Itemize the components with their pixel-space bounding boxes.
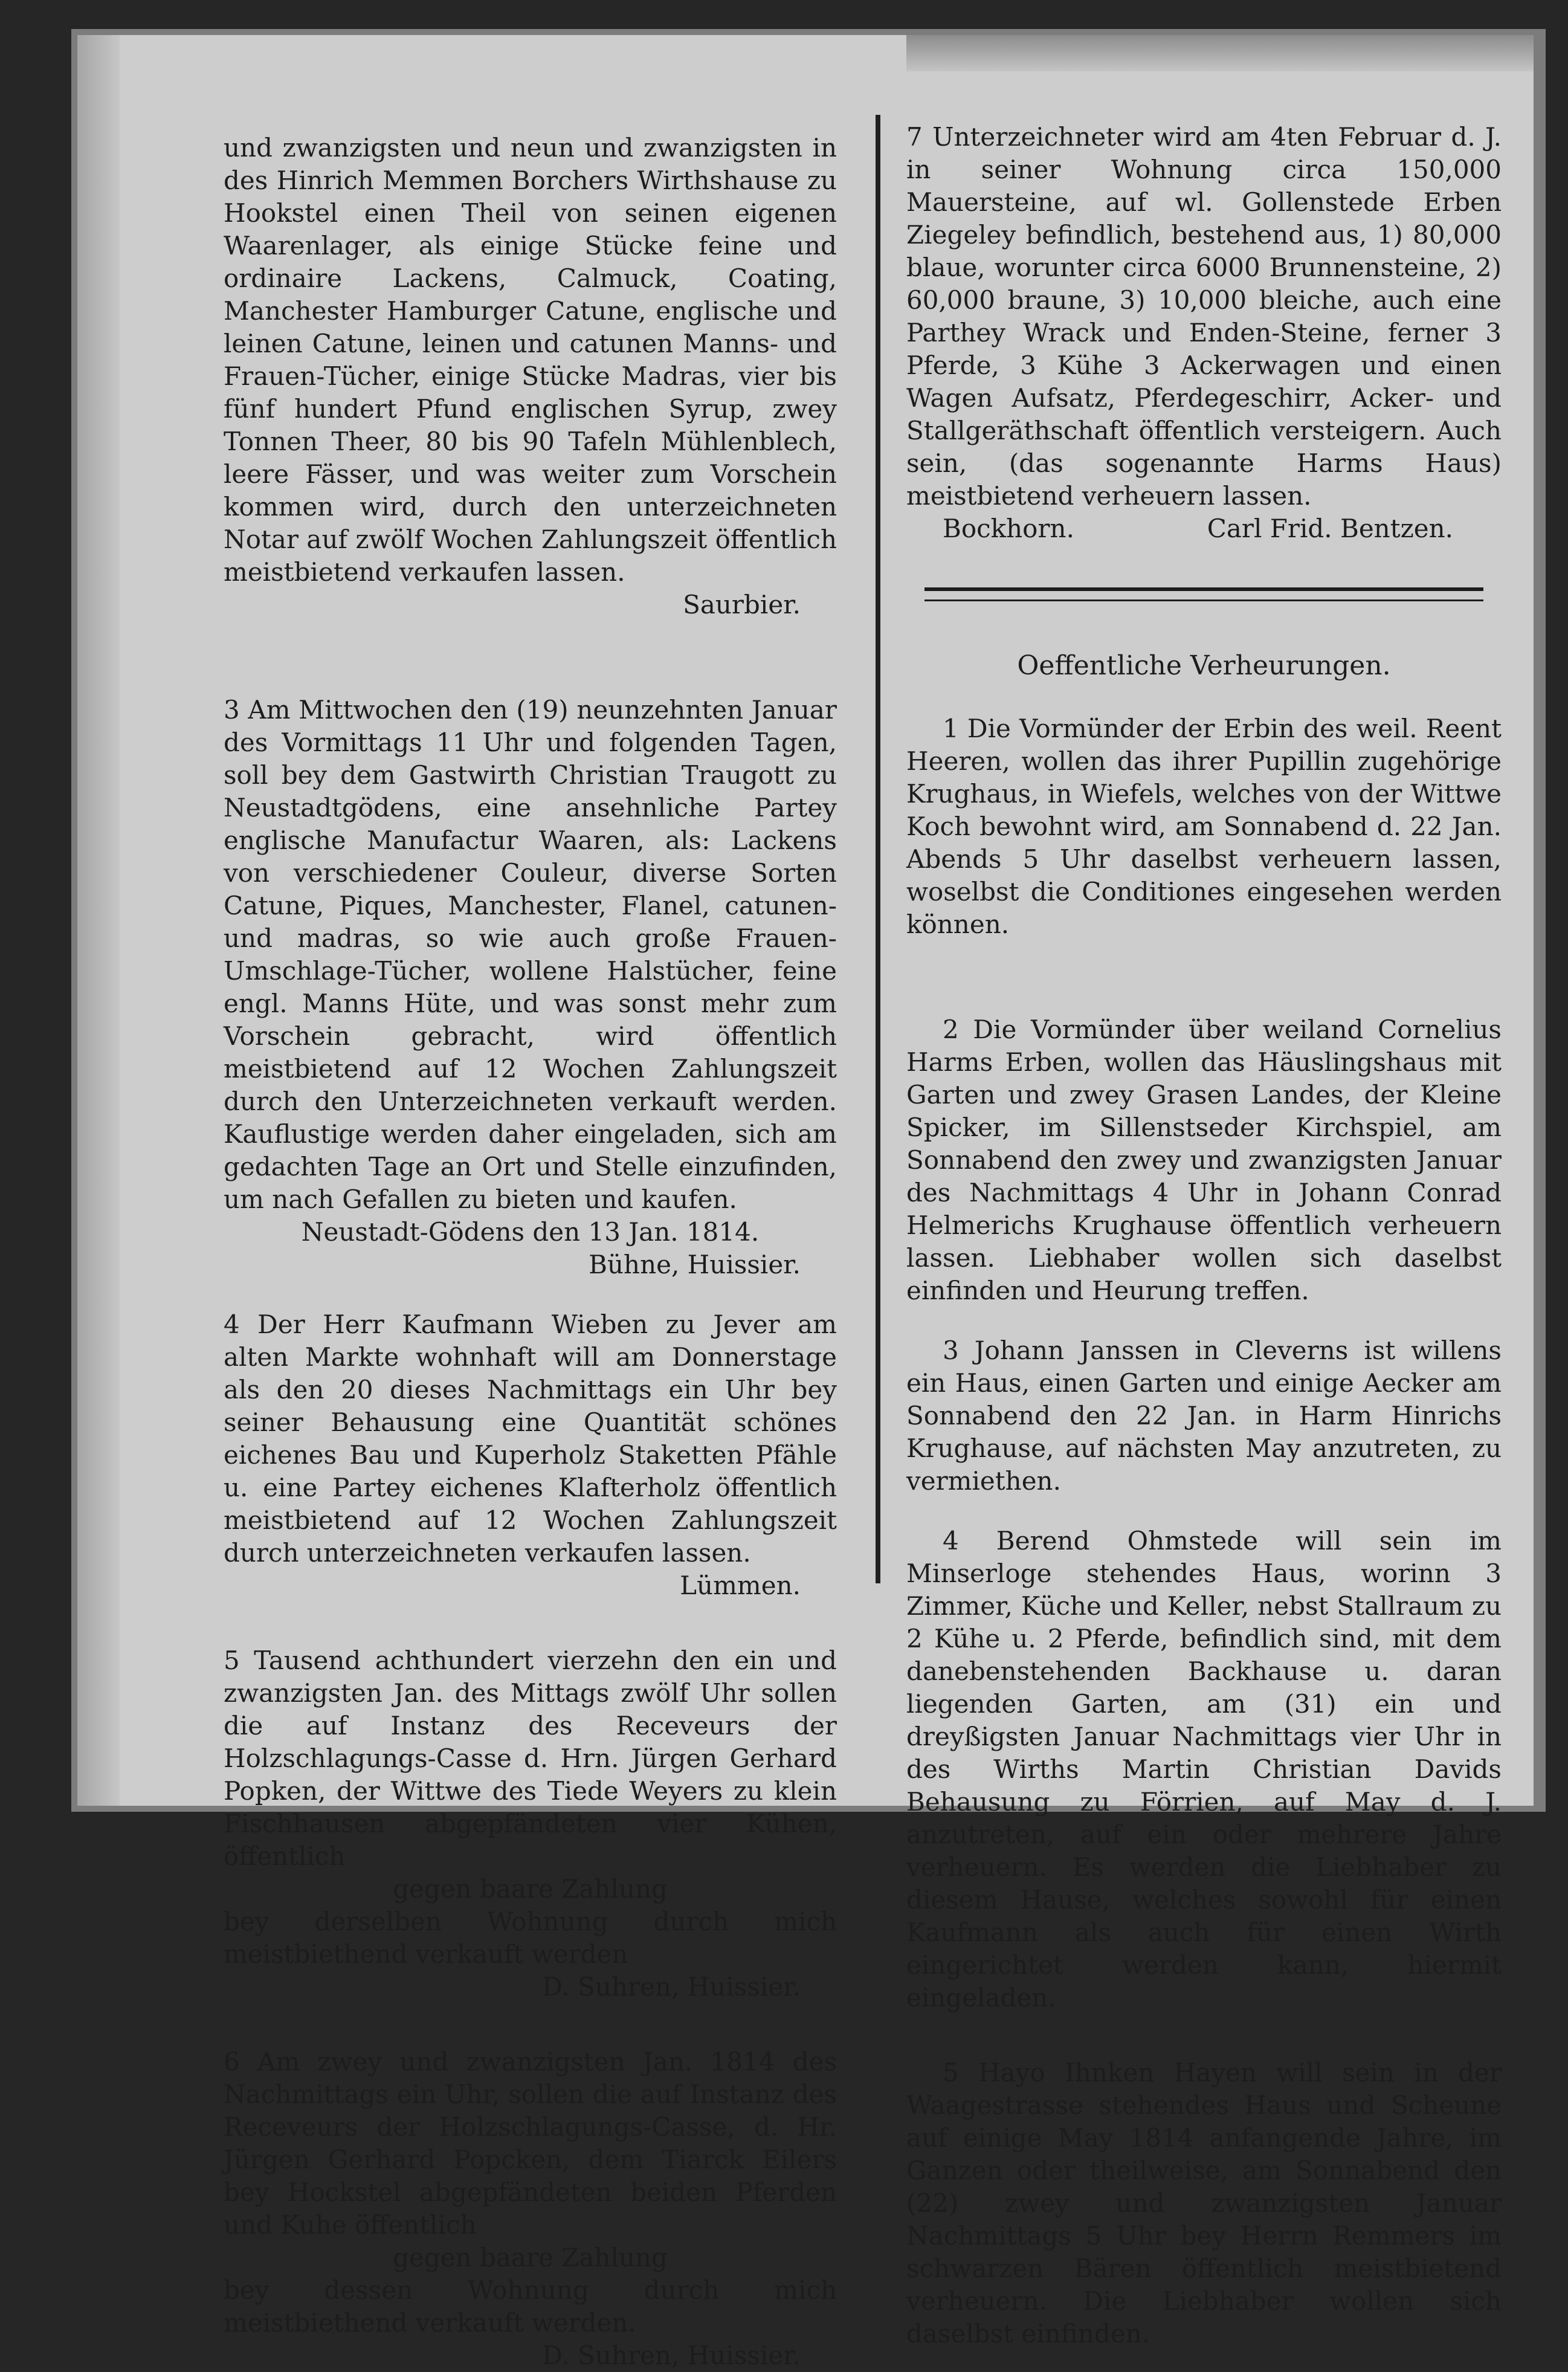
- rental-notice-3: 3 Johann Janssen in Cleverns ist willens ein Haus, einen Garten und einige Aecker am Sonnabend den 22 Jan. in Harm Hinrichs Krughause, auf nächsten May anzutreten, zu vermiethen.: [906, 1336, 1502, 1496]
- notice-payment: gegen baare Zahlung: [393, 2243, 668, 2272]
- notice-text: 3 Am Mittwochen den (19) neunzehnten Januar des Vormittags 11 Uhr und folgenden Tagen, soll bey dem Gastwirth Christian Traugott zu Neustadtgödens, eine ansehnliche Partey englische Manufactur Waaren, als: Lackens von verschiedener Couleur, diverse Sorten Catune, Piques, Manchester, Flanel, catunen- und madras, so wie auch große Frauen-Umschlage-Tücher, wollene Halstücher, feine engl. Manns Hüte, und was sonst mehr zum Vorschein gebracht, wird öffentlich meistbietend auf 12 Wochen Zahlungszeit durch den Unterzeichneten verkauft werden. Kauflustige werden daher eingeladen, sich am gedachten Tage an Ort und Stelle einzufinden, um nach Gefallen zu bieten und kaufen.: [224, 695, 837, 1214]
- notice-text: 4 Der Herr Kaufmann Wieben zu Jever am alten Markte wohnhaft will am Donnerstage als den 20 dieses Nachmittags ein Uhr bey seiner Behausung eine Quantität schönes eichenes Bau und Kuperholz Staketten Pfähle u. eine Partey eichenes Klafterholz öffentlich meistbietend auf 12 Wochen Zahlungszeit durch unterzeichneten verkaufen lassen.: [224, 1310, 837, 1568]
- notice-text-continued: bey derselben Wohnung durch mich meistbiethend verkauft werden: [224, 1907, 837, 1969]
- page-spine: [77, 35, 120, 1806]
- rental-notice-4: 4 Berend Ohmstede will sein im Minserloge stehendes Haus, worinn 3 Zimmer, Küche und Keller, nebst Stallraum zu 2 Kühe u. 2 Pferde, befindlich sind, mit dem danebenstehenden Backhause u. daran liegenden Garten, am (31) ein und dreyßigsten Januar Nachmittags vier Uhr in des Wirths Martin Christian Davids Behausung zu Förrien, auf May d. J. anzutreten, auf ein oder mehrere Jahre verheuern. Es werden die Liebhaber zu diesem Hause, welches sowohl für einen Kaufmann als auch für einen Wirth eingerichtet werden kann, hiermit eingeladen.: [906, 1526, 1502, 2012]
- notice-text: 5 Tausend achthundert vierzehn den ein und zwanzigsten Jan. des Mittags zwölf Uhr sollen die auf Instanz des Receveurs der Holzschlagungs-Casse d. Hrn. Jürgen Gerhard Popken, der Wittwe des Tiede Weyers zu klein Fischhausen abgepfändeten vier Kühen, öffentlich: [224, 1646, 837, 1871]
- section-rule: [924, 587, 1483, 601]
- notice-text: und zwanzigsten und neun und zwanzigsten in des Hinrich Memmen Borchers Wirthshause zu Hookstel einen Theil von seinen eigenen Waarenlager, als einige Stücke feine und ordinaire Lackens, Calmuck, Coating, Manchester Hamburger Catune, englische und leinen Catune, leinen und catunen Manns- und Frauen-Tücher, einige Stücke Madras, vier bis fünf hundert Pfund englischen Syrup, zwey Tonnen Theer, 80 bis 90 Tafeln Mühlenblech, leere Fässer, und was weiter zum Vorschein kommen wird, durch den unterzeichneten Notar auf zwölf Wochen Zahlungszeit öffentlich meistbietend verkaufen lassen.: [224, 133, 837, 587]
- notice-5: [224, 1644, 837, 2003]
- notice-signature: Carl Frid. Bentzen.: [1207, 514, 1453, 543]
- notice-signature: D. Suhren, Huissier.: [542, 1972, 801, 2002]
- notice-signature: Saurbier.: [683, 590, 801, 619]
- left-column: [224, 132, 837, 2372]
- notice-place: Bockhorn.: [943, 514, 1074, 543]
- rental-notice-2: 2 Die Vormünder über weiland Cornelius Harms Erben, wollen das Häuslingshaus mit Garten und zwey Grasen Landes, der Kleine Spicker, im Sillenstseder Kirchspiel, am Sonnabend den zwey und zwanzigsten Januar des Nachmittags 4 Uhr in Johann Conrad Helmerichs Krughause öffentlich verheuern lassen. Liebhaber wollen sich daselbst einfinden und Heurung treffen.: [906, 1015, 1502, 1305]
- notice-text: 7 Unterzeichneter wird am 4ten Februar d. J. in seiner Wohnung circa 150,000 Mauersteine, auf wl. Gollenstede Erben Ziegeley befindlich, bestehend aus, 1) 80,000 blaue, worunter circa 6000 Brunnensteine, 2) 60,000 braune, 3) 10,000 bleiche, auch eine Parthey Wrack und Enden-Steine, ferner 3 Pferde, 3 Kühe 3 Ackerwagen und einen Wagen Aufsatz, Pferdegeschirr, Acker- und Stallgeräthschaft öffentlich versteigern. Auch sein, (das sogenannte Harms Haus) meistbietend verheuern lassen.: [906, 122, 1502, 511]
- column-divider: [876, 115, 880, 1583]
- notice-text-continued: bey dessen Wohnung durch mich meistbiethend verkauft werden.: [224, 2275, 837, 2338]
- notice-footer: [906, 512, 1502, 545]
- notice-signature: D. Suhren, Huissier.: [542, 2341, 801, 2370]
- rental-notice-5: 5 Hayo Ihnken Hayen will sein in der Waagestrasse stehendes Haus und Scheune auf einige May 1814 anfangende Jahre, im Ganzen oder theilweise, am Sonnabend den (22) zwey und zwanzigsten Januar Nachmittags 5 Uhr bey Herrn Remmers im schwarzen Bären öffentlich meistbietend verheuern. Die Liebhaber wollen sich daselbst einfinden.: [906, 2058, 1502, 2348]
- section-title: Oeffentliche Verheurungen.: [1017, 650, 1391, 681]
- notice-signature: Bühne, Huissier.: [589, 1250, 801, 1279]
- right-column: [906, 121, 1502, 2350]
- notice-1-continued: [224, 132, 837, 621]
- notice-4: [224, 1308, 837, 1602]
- rental-notice-1: 1 Die Vormünder der Erbin des weil. Reent Heeren, wollen das ihrer Pupillin zugehörige Krughaus, in Wiefels, welches von der Wittwe Koch bewohnt wird, am Sonnabend d. 22 Jan. Abends 5 Uhr daselbst verheuern lassen, woselbst die Conditiones eingesehen werden können.: [906, 714, 1502, 939]
- notice-place-date: Neustadt-Gödens den 13 Jan. 1814.: [301, 1217, 760, 1247]
- page-edge: [906, 35, 1534, 71]
- notice-3: [224, 694, 837, 1281]
- notice-payment: gegen baare Zahlung: [393, 1874, 668, 1904]
- notice-text: 6 Am zwey und zwanzigsten Jan. 1814 des Nachmittags ein Uhr, sollen die auf Instanz des Receveurs der Holzschlagungs-Casse, d. Hr. Jürgen Gerhard Popcken, dem Tiarck Eilers bey Hockstel abgepfändeten beiden Pferden und Kuhe öffentlich: [224, 2047, 837, 2240]
- notice-6: [224, 2046, 837, 2372]
- notice-signature: Lümmen.: [680, 1571, 801, 1600]
- notice-7: [906, 121, 1502, 545]
